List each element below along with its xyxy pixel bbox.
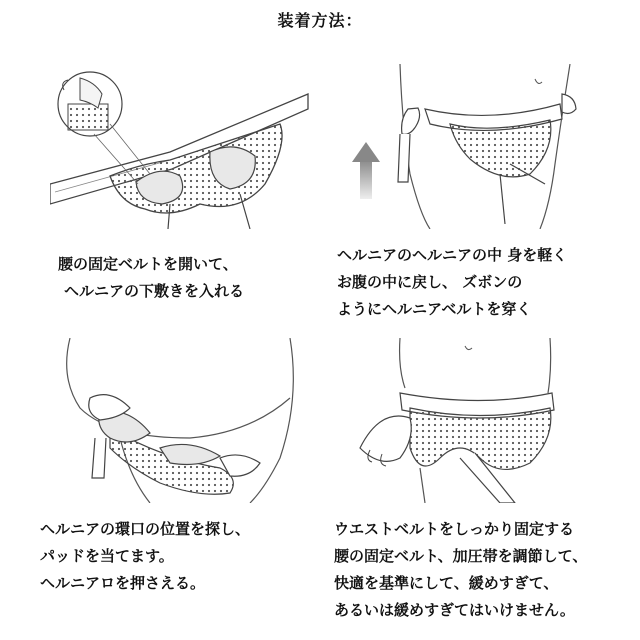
caption-line: 腰の固定ベルト、加圧帯を調節して、 xyxy=(334,547,588,565)
up-arrow-icon xyxy=(352,142,380,199)
caption-line: ヘルニアロを押さえる。 xyxy=(40,574,206,592)
step-3-illustration xyxy=(50,338,310,503)
caption-line: お腹の中に戻し、 ズボンの xyxy=(337,273,523,291)
caption-line: ヘルニアの下敷きを入れる xyxy=(64,282,245,300)
step-1-caption xyxy=(58,251,244,305)
caption-line: ヘルニアの環口の位置を探し、 xyxy=(40,520,251,538)
caption-line: パッドを当てます。 xyxy=(40,547,174,565)
step-4-caption xyxy=(334,516,587,624)
step-2-caption xyxy=(337,242,567,323)
step-4-illustration xyxy=(330,338,590,503)
caption-line: あるいは緩めすぎてはいけません。 xyxy=(334,601,575,619)
caption-line: ウエストベルトをしっかり固定する xyxy=(334,520,575,538)
step-1-illustration xyxy=(50,64,310,229)
caption-line: ヘルニアのヘルニアの中 身を軽く xyxy=(337,246,568,264)
step-2-illustration xyxy=(330,64,590,229)
caption-line: 快適を基準にして、緩めすぎて、 xyxy=(334,574,559,592)
step-3-caption xyxy=(40,516,250,597)
caption-line: ようにヘルニアベルトを穿く xyxy=(337,300,532,318)
page-title: 装着方法： xyxy=(277,11,363,30)
caption-line: 腰の固定ベルトを開いて、 xyxy=(58,255,238,273)
